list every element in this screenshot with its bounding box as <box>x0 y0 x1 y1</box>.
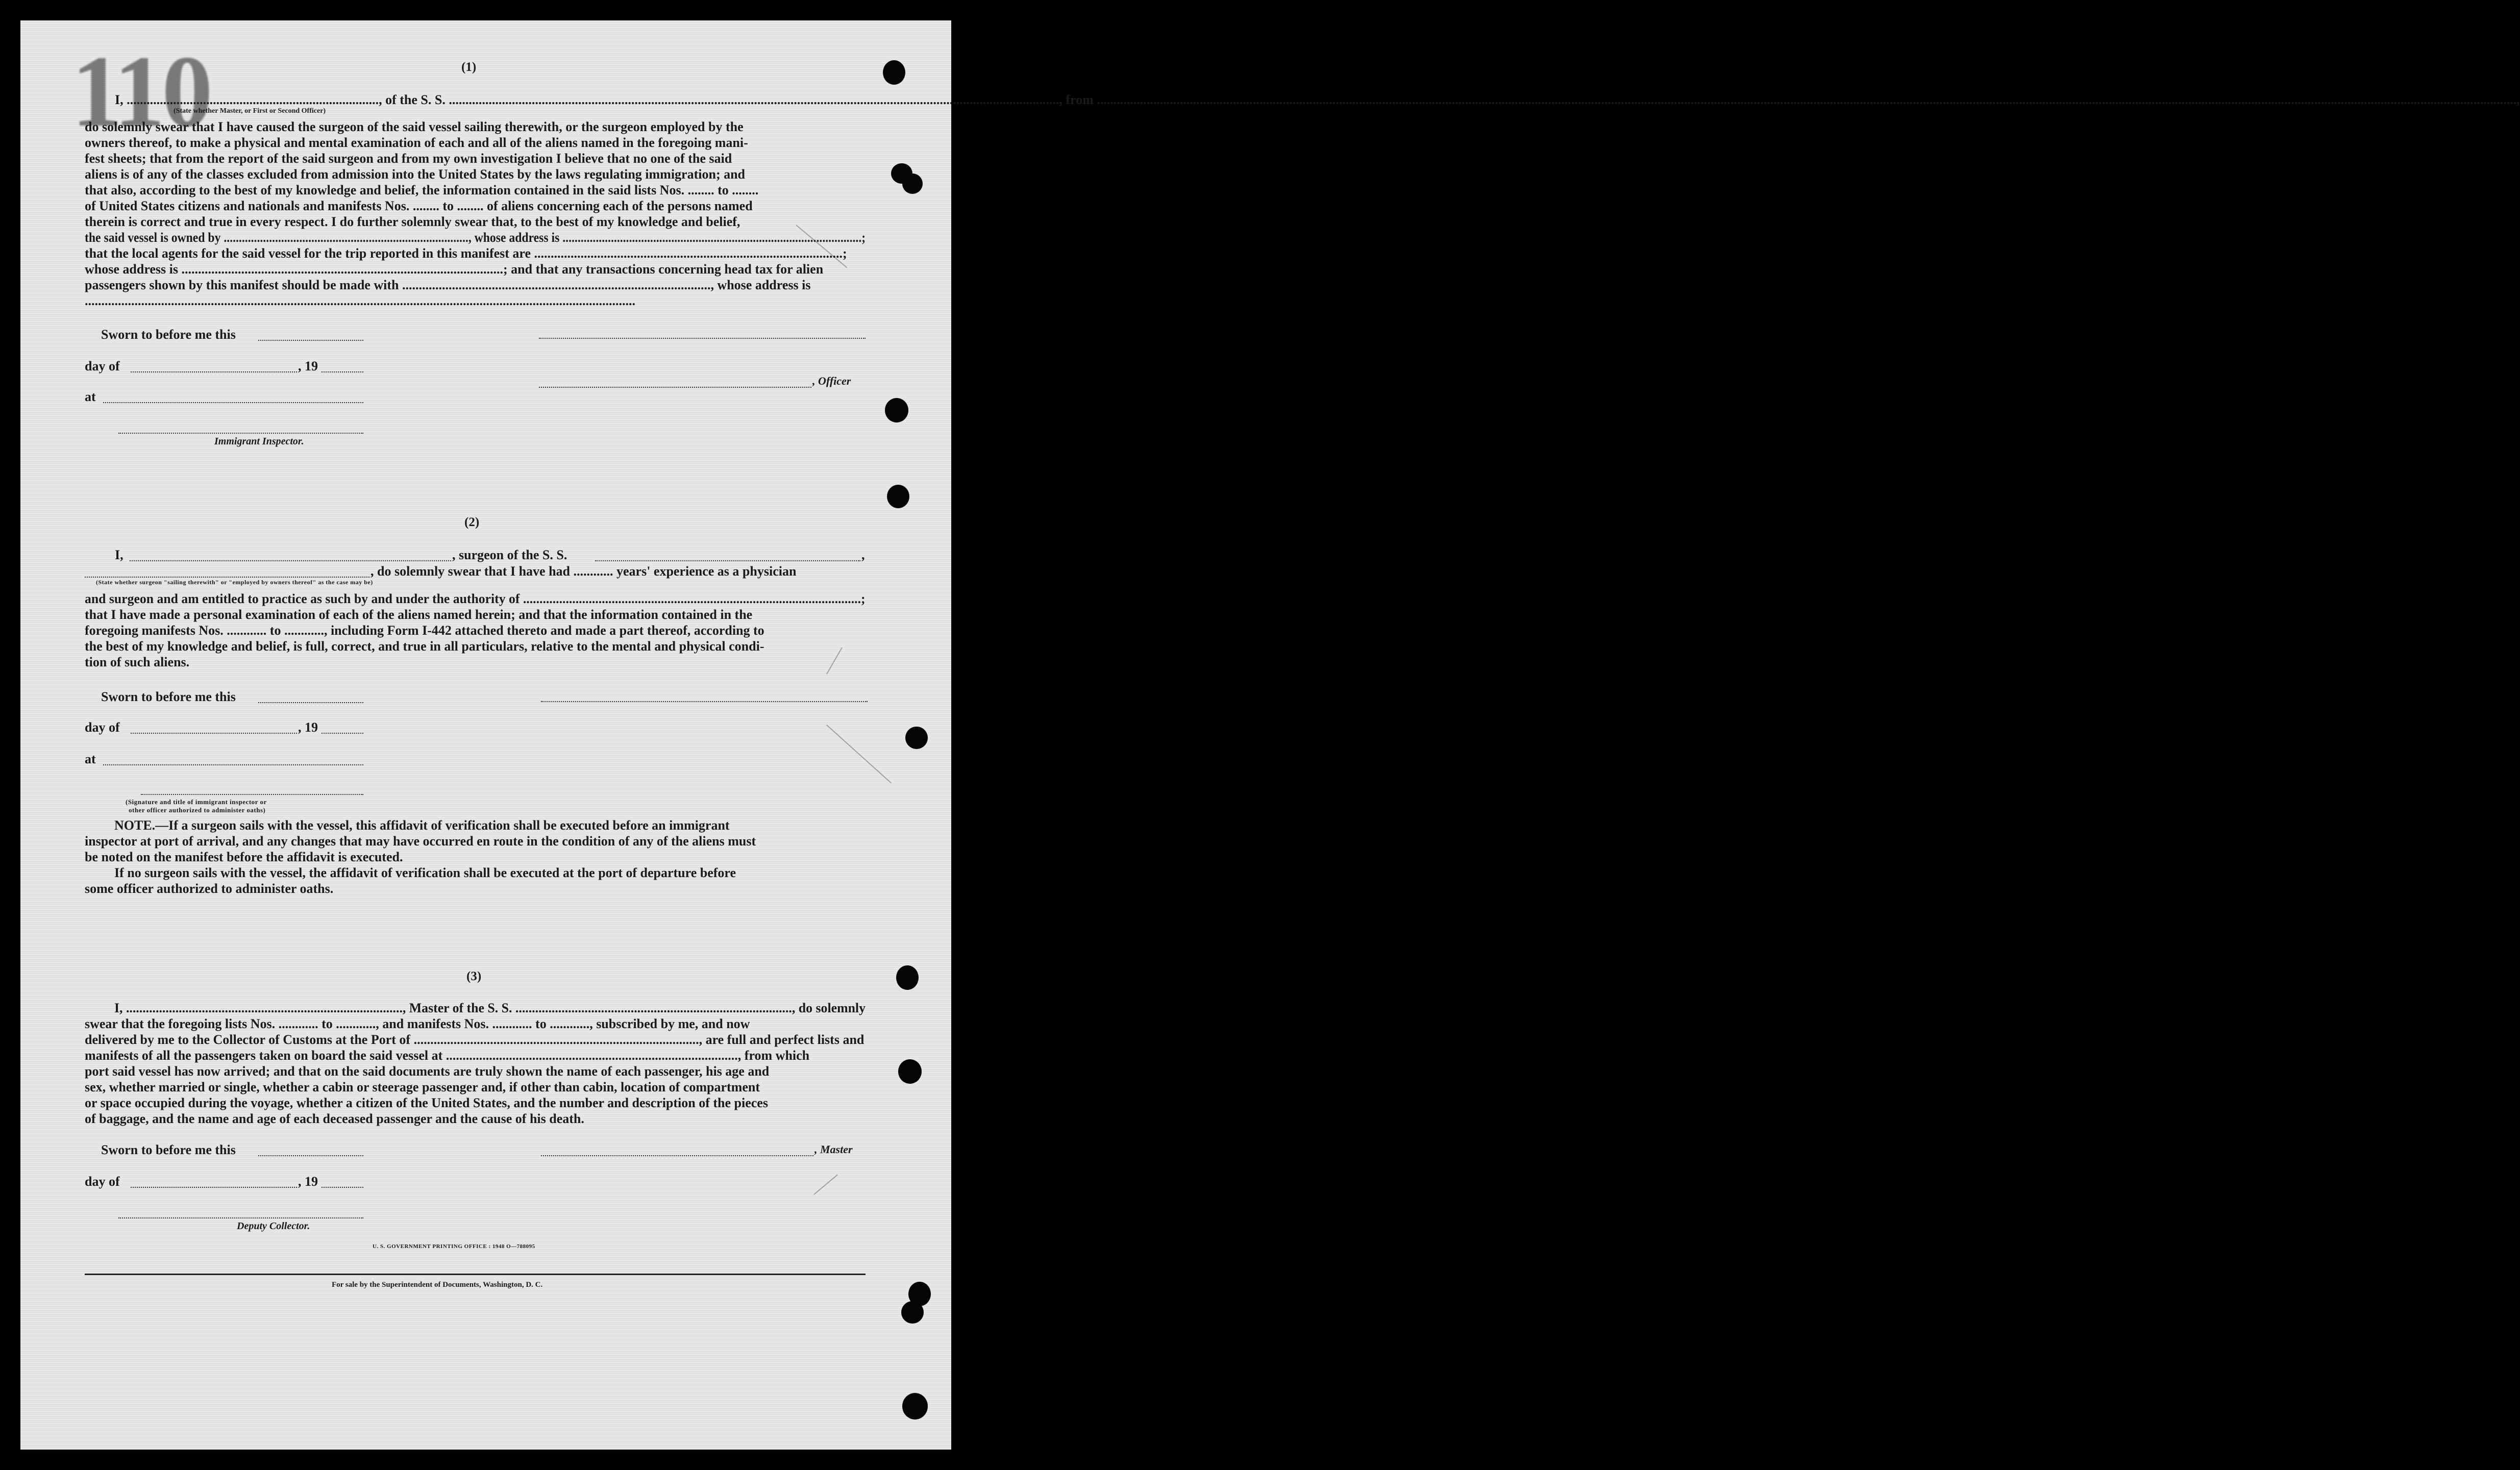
section-3-body-line: swear that the foregoing lists Nos. ............ to ............, and manifests Nos. ............ to ............, subscribed by me, and now <box>85 1016 750 1031</box>
section-2-day-label: day of <box>85 720 120 735</box>
section-2-day-blank[interactable] <box>131 733 297 734</box>
section-2-body-line: that I have made a personal examination of each of the aliens named herein; and that the information contained in the <box>85 607 753 622</box>
section-2-body-line: and surgeon and am entitled to practice as such by and under the authority of .......................................................................................................; <box>85 591 866 606</box>
section-3-collector-blank[interactable] <box>118 1217 363 1218</box>
punch-hole-6 <box>896 965 919 990</box>
section-1-line-1 <box>115 92 2520 108</box>
section-1-year-label: , 19 <box>298 359 318 373</box>
section-1-officer-blank[interactable] <box>539 387 811 388</box>
section-2-caption: (State whether surgeon "sailing therewith" or "employed by owners thereof" as the case may be) <box>96 579 373 586</box>
section-2-line-2: , do solemnly swear that I have had ............ years' experience as a physician <box>370 564 797 579</box>
section-2-status-blank[interactable] <box>85 577 369 578</box>
section-3-day-label: day of <box>85 1174 120 1189</box>
punch-hole-5 <box>905 727 928 749</box>
punch-hole-3 <box>885 398 908 422</box>
section-1-day-blank[interactable] <box>131 371 297 372</box>
section-3-sworn-label: Sworn to before me this <box>101 1142 236 1157</box>
section-2-body-line: the best of my knowledge and belief, is full, correct, and true in all particulars, relative to the mental and physical condi- <box>85 639 764 654</box>
section-3-body-line: or space occupied during the voyage, whether a citizen of the United States, and the number and description of the pieces <box>85 1095 768 1110</box>
section-2-note-line: be noted on the manifest before the affidavit is executed. <box>85 850 403 864</box>
section-1-body-line: fest sheets; that from the report of the said surgeon and from my own investigation I believe that no one of the said <box>85 151 732 166</box>
section-2-at-label: at <box>85 752 96 766</box>
section-2-sig-caption-1: (Signature and title of immigrant inspector or <box>126 798 267 806</box>
section-1-body-line: that the local agents for the said vessel for the trip reported in this manifest are .............................................................................................; <box>85 246 847 261</box>
section-1-day-label: day of <box>85 359 120 373</box>
section-1-body-line: do solemnly swear that I have caused the surgeon of the said vessel sailing therewith, or the surgeon employed by the <box>85 119 744 134</box>
section-3-body-line: sex, whether married or single, whether a cabin or steerage passenger and, if other than cabin, location of compartment <box>85 1080 760 1094</box>
pencil-mark-3 <box>826 647 843 675</box>
section-3-master-label: , Master <box>814 1143 853 1156</box>
section-1-officer-label: , Officer <box>812 375 851 387</box>
section-3-day-blank[interactable] <box>131 1187 297 1188</box>
section-1-caption: (State whether Master, or First or Second Officer) <box>174 107 326 115</box>
section-1-body-line: that also, according to the best of my knowledge and belief, the information contained in the said lists Nos. ........ to ........ <box>85 183 759 197</box>
section-1-body-line: the said vessel is owned by ................................................................................., whose address is ...................................................................................................; <box>85 230 866 245</box>
section-2-line-1-surgeon: , surgeon of the S. S. <box>452 547 567 562</box>
section-2-number: (2) <box>464 515 480 529</box>
section-1-body-line: owners thereof, to make a physical and mental examination of each and all of the aliens named in the foregoing mani- <box>85 135 748 150</box>
section-1-inspector-blank[interactable] <box>118 433 363 434</box>
section-2-body-line: foregoing manifests Nos. ............ to ............, including Form I-442 attached thereto and made a part thereof, according to <box>85 623 764 638</box>
section-3-body-line: delivered by me to the Collector of Customs at the Port of ......................................................................................, are full and perfect lists and <box>85 1032 864 1047</box>
section-3-body-line: manifests of all the passengers taken on board the said vessel at ........................................................................................, from which <box>85 1048 810 1063</box>
section-3-sworn-blank[interactable] <box>258 1155 363 1156</box>
section-3-number: (3) <box>466 969 482 983</box>
form-page <box>20 20 2520 1450</box>
section-2-note-line: If no surgeon sails with the vessel, the affidavit of verification shall be executed at the port of departure before <box>114 865 736 880</box>
section-2-body-line: tion of such aliens. <box>85 655 190 669</box>
section-3-year-blank[interactable] <box>322 1187 363 1188</box>
punch-hole-1 <box>883 60 905 85</box>
punch-hole-4 <box>887 485 909 508</box>
punch-hole-7 <box>898 1059 922 1084</box>
section-3-year-label: , 19 <box>298 1174 318 1189</box>
section-2-note-line: inspector at port of arrival, and any changes that may have occurred en route in the condition of any of the aliens must <box>85 834 756 849</box>
section-1-inspector-label: Immigrant Inspector. <box>214 436 304 447</box>
punch-hole-2b <box>902 173 923 194</box>
section-2-name-blank[interactable] <box>130 560 451 561</box>
section-1-body-line: whose address is .................................................................................................; and that any transactions concerning head tax for alien <box>85 262 824 277</box>
section-1-officer-signature-top[interactable] <box>539 338 866 339</box>
section-2-ship-blank[interactable] <box>595 560 860 561</box>
punch-hole-9 <box>901 1301 924 1324</box>
footer-text: For sale by the Superintendent of Documents, Washington, D. C. <box>332 1281 543 1289</box>
section-2-at-blank[interactable] <box>103 764 363 765</box>
section-1-number: (1) <box>461 60 477 74</box>
section-1-at-label: at <box>85 389 96 404</box>
printing-office-imprint: U. S. GOVERNMENT PRINTING OFFICE : 1948 O—788095 <box>373 1243 535 1250</box>
section-1-body-line: ...................................................................................................................................................................... <box>85 293 635 308</box>
section-3-body-line: of baggage, and the name and age of each deceased passenger and the cause of his death. <box>85 1111 584 1126</box>
section-2-note-line: some officer authorized to administer oaths. <box>85 881 334 896</box>
section-1-sworn-blank[interactable] <box>258 340 363 341</box>
section-2-inspector-signature-blank[interactable] <box>141 794 363 795</box>
section-3-body-line: I, ...................................................................................., Master of the S. S. ...................................................................................., do solemnly <box>114 1001 866 1015</box>
section-2-sworn-label: Sworn to before me this <box>101 689 236 704</box>
section-2-line-1-comma: , <box>861 547 865 562</box>
section-2-sig-caption-2: other officer authorized to administer oaths) <box>129 806 266 814</box>
section-3-collector-label: Deputy Collector. <box>237 1220 310 1232</box>
footer-rule <box>85 1274 866 1275</box>
section-3-master-blank[interactable] <box>541 1155 813 1156</box>
section-2-year-blank[interactable] <box>322 733 363 734</box>
section-2-line-1-I: I, <box>115 547 123 562</box>
section-1-body-line: aliens is of any of the classes excluded from admission into the United States by the laws regulating immigration; and <box>85 167 746 182</box>
section-1-line-1-text: I, ............................................................................, of the S. S. ........................................................................................................................................................................................, from ............................................................................................................................................................................................................................................................................................................................................................................................................................................, <box>115 92 2520 107</box>
section-3-body-line: port said vessel has now arrived; and that on the said documents are truly shown the name of each passenger, his age and <box>85 1064 770 1079</box>
section-1-year-blank[interactable] <box>322 371 363 372</box>
section-2-note-line: NOTE.—If a surgeon sails with the vessel, this affidavit of verification shall be executed before an immigrant <box>114 818 730 833</box>
section-1-at-blank[interactable] <box>103 402 363 403</box>
section-2-surgeon-signature-blank[interactable] <box>541 701 868 702</box>
section-1-sworn-label: Sworn to before me this <box>101 327 236 342</box>
section-2-sworn-blank[interactable] <box>258 702 363 703</box>
section-2-year-label: , 19 <box>298 720 318 735</box>
stamp-number: 110 <box>71 35 210 148</box>
punch-hole-10 <box>902 1393 928 1419</box>
pencil-mark-4 <box>813 1175 837 1195</box>
section-1-body-line: passengers shown by this manifest should be made with ............................................................................................., whose address is <box>85 278 811 292</box>
section-1-body-line: of United States citizens and nationals and manifests Nos. ........ to ........ of aliens concerning each of the persons named <box>85 198 753 213</box>
pencil-mark-2 <box>826 725 892 783</box>
section-1-body-line: therein is correct and true in every respect. I do further solemnly swear that, to the best of my knowledge and belief, <box>85 214 740 229</box>
